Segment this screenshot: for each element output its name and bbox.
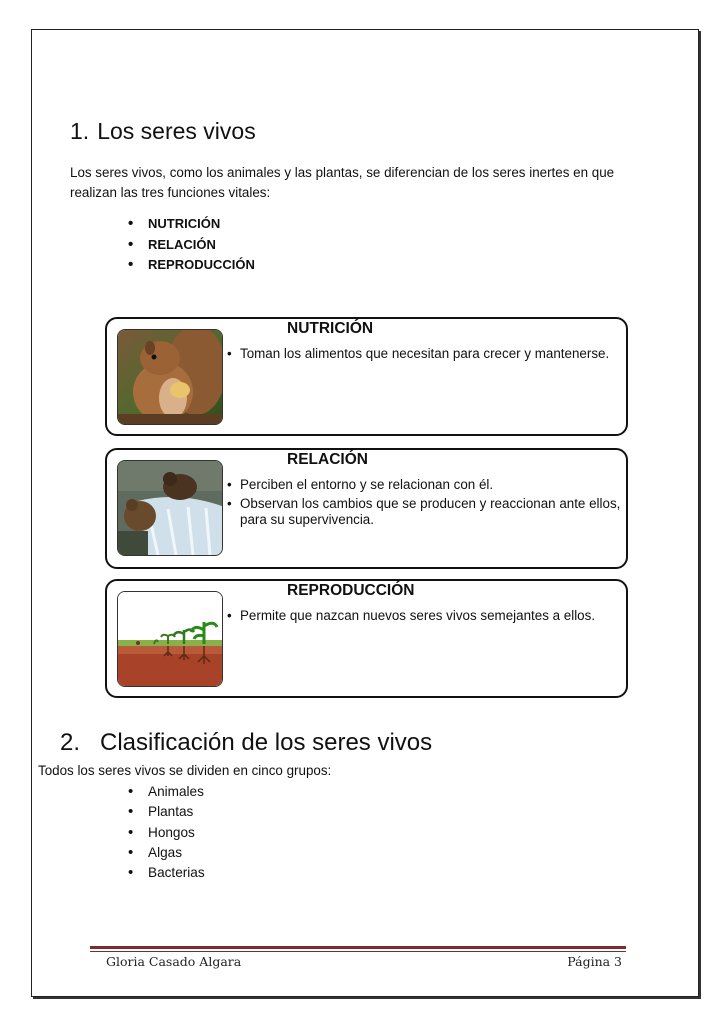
card-bullets bbox=[224, 608, 624, 627]
footer-page-number: Página 3 bbox=[567, 954, 622, 969]
card-title: REPRODUCCIÓN bbox=[287, 582, 415, 599]
list-item: • Animales bbox=[128, 782, 205, 802]
footer-author: Gloria Casado Algara bbox=[106, 954, 242, 969]
footer-rule-thick bbox=[90, 946, 626, 949]
card-nutricion bbox=[105, 317, 628, 436]
list-item: • Hongos bbox=[128, 823, 205, 843]
plant-growth-stages-illustration bbox=[117, 591, 223, 687]
list-item: • NUTRICIÓN bbox=[128, 214, 255, 235]
list-item: • Perciben el entorno y se relacionan con él. bbox=[224, 477, 624, 494]
section-2-number: 2. bbox=[60, 729, 81, 756]
vital-functions-list bbox=[128, 214, 255, 276]
list-item: • Permite que nazcan nuevos seres vivos semejantes a ellos. bbox=[224, 608, 624, 625]
section-1-intro: Los seres vivos, como los animales y las plantas, se diferencian de los seres inertes en que realizan las tres funciones vitales: bbox=[70, 165, 615, 200]
section-1-title: Los seres vivos bbox=[97, 118, 256, 144]
list-item: • RELACIÓN bbox=[128, 235, 255, 256]
list-item: • Observan los cambios que se producen y reaccionan ante ellos, para su supervivencia. bbox=[224, 496, 624, 529]
squirrel-eating-photo bbox=[117, 329, 223, 425]
footer-rule-thin bbox=[90, 951, 626, 952]
section-2-intro: Todos los seres vivos se dividen en cinco grupos: bbox=[38, 763, 332, 778]
card-reproduccion bbox=[105, 579, 628, 698]
bears-at-waterfall-photo bbox=[117, 460, 223, 556]
list-item: • Plantas bbox=[128, 802, 205, 822]
list-item: • Toman los alimentos que necesitan para crecer y mantenerse. bbox=[224, 346, 624, 363]
card-bullets bbox=[224, 477, 624, 531]
section-2-title: Clasificación de los seres vivos bbox=[100, 729, 433, 756]
section-1-number: 1. bbox=[70, 118, 90, 144]
list-item: • REPRODUCCIÓN bbox=[128, 255, 255, 276]
card-title: RELACIÓN bbox=[287, 451, 368, 468]
section-2-heading bbox=[60, 729, 432, 757]
card-relacion bbox=[105, 448, 628, 569]
groups-list bbox=[128, 782, 205, 883]
card-title: NUTRICIÓN bbox=[287, 320, 374, 337]
section-1-heading bbox=[70, 118, 256, 145]
card-bullets bbox=[224, 346, 624, 365]
list-item: • Algas bbox=[128, 843, 205, 863]
list-item: • Bacterias bbox=[128, 863, 205, 883]
